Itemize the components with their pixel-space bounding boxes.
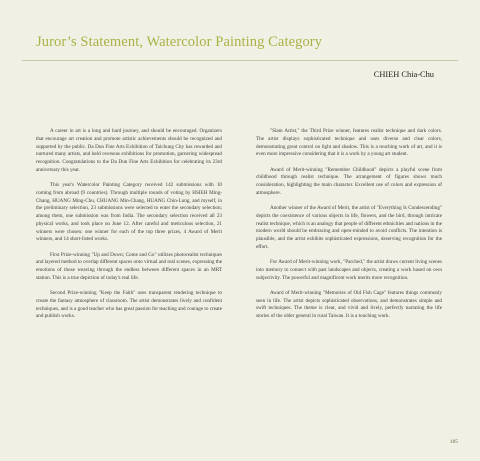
paragraph: Second Prize-winning "Keep the Faith" uses transparent rendering technique to create the fantasy atmosphere of classroom. The artist demonstrates lively and confident techniques, and is a good teacher who has great passion for teaching and courage to create and publish works. <box>36 290 222 320</box>
paragraph: Award of Merit-winning "Memories of Old Fish Cage" features things commonly seen in life. The artist depicts sophisticated observations, and demonstrates simple and swift techniques. The theme is clear, and vivid and lively, perfectly narrating the life stories of the older general in rural Taiwan. It is a touching work. <box>256 289 442 319</box>
page-number: 185 <box>449 439 458 445</box>
paragraph: A career in art is a long and hard journey, and should be encouraged. Organizers that encourage art creation and promote artistic achievements should be recognized and supported by the public. Da Dun Fine Arts Exhibition of Taichung City has rewarded and nurtured many artists, and held overseas exhibitions for promotion, garnering widespread recognition. Congratulations to the Da Dun Fine Arts Exhibition for celebrating its 23rd anniversary this year. <box>36 128 222 173</box>
title-divider <box>22 60 458 61</box>
paragraph: Another winner of the Award of Merit, the artist of "Everything Is Condescending" depicts the coexistence of various objects in life, flowers, and the bird, through intricate realist technique, which is an analogy that people of different ethnicities and nations in the modern world should be embracing and open-minded to avoid conflicts. The intention is plausible, and the artist exhibits sophisticated expressions, deserving recognition for the effort. <box>256 205 442 250</box>
paragraph: This year's Watercolor Painting Category received 142 submissions with 10 coming from abroad (9 countries). Through multiple rounds of voting by HSIEH Ming-Chang, HUANG Ming-Chu, CHUANG Min-Chang, HUANG Chin-Lung, and myself, in the preliminary selection, 23 submissions were selected to enter the secondary selection; among them, one submission was from India. The secondary selection received all 23 physical works, and took place on June 12. After careful and meticulous selection, 21 winners were chosen: one winner for each of the top three prizes, 4 Award of Merit winners, and 14 short-listed works. <box>36 182 222 243</box>
author-name: CHIEH Chia-Chu <box>373 70 434 79</box>
paragraph: First Prize-winning "Up and Down; Come and Go" utilizes photorealist techniques and layered method to overlap different spaces onto virtual and real scenes, expressing the emotions of those weaving through the endless between different spaces in an MRT station. This is a true depiction of today's real life. <box>36 251 222 281</box>
right-text-column <box>256 128 442 328</box>
paragraph: For Award of Merit-winning work, "Parched," the artist draws current living scenes into memory to connect with past landscapes and objects, creating a work based on own subjectivity. The powerful and magnificent work merits more recognition. <box>256 259 442 281</box>
page-title: Juror’s Statement, Watercolor Painting Category <box>36 34 323 50</box>
paragraph: "Slam Artist," the Third Prize winner, features realist technique and dark colors. The artist displays sophisticated technique and uses diverse and clear colors, demonstrating great control on light and shadow. This is a touching work of art, and it is even more impressive considering that it is a work by a young art student. <box>256 128 442 158</box>
left-text-column <box>36 128 222 329</box>
paragraph: Award of Merit-winning "Remember Childhood" depicts a playful scene from childhood through realist technique. The arrangement of figures shows much consideration, highlighting the main character. Excellent use of colors and expression of atmosphere. <box>256 166 442 196</box>
